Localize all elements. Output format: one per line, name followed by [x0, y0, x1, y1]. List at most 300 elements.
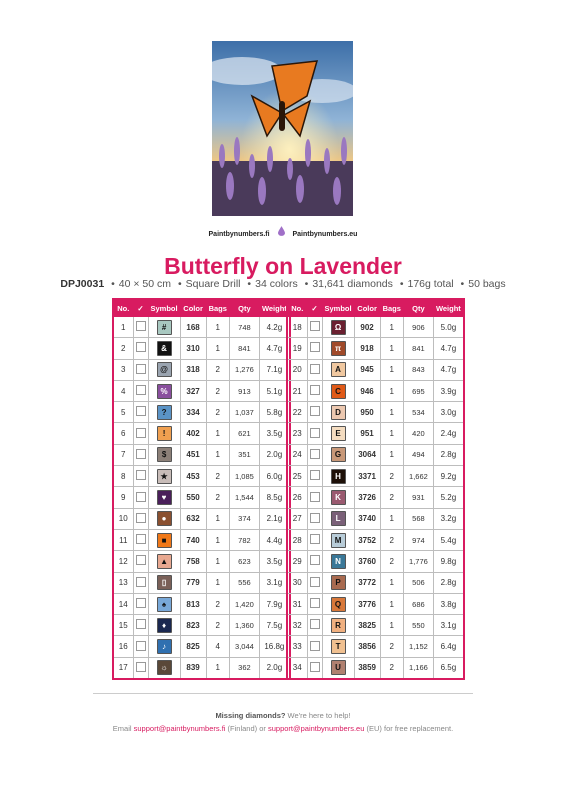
- color-code: 3760: [354, 551, 380, 572]
- page-title: Butterfly on Lavender: [164, 253, 402, 279]
- color-symbol-swatch: D: [331, 405, 346, 420]
- row-number: 4: [113, 380, 133, 401]
- symbol-cell: [148, 423, 180, 444]
- drop-logo-icon: [278, 226, 285, 236]
- weight: 5.0g: [433, 317, 463, 338]
- row-check-cell: [133, 487, 148, 508]
- bag-count: 2: [206, 487, 229, 508]
- table-row: [287, 402, 464, 423]
- row-checkbox[interactable]: [310, 641, 320, 651]
- row-checkbox[interactable]: [136, 662, 146, 672]
- footer-divider: [93, 693, 473, 694]
- weight: 6.0g: [259, 466, 289, 487]
- weight: 2.1g: [259, 508, 289, 529]
- color-symbol-swatch: C: [331, 384, 346, 399]
- row-check-cell: [307, 317, 322, 338]
- weight: 3.5g: [259, 423, 289, 444]
- row-check-cell: [307, 508, 322, 529]
- row-check-cell: [307, 593, 322, 614]
- weight: 3.8g: [433, 593, 463, 614]
- color-code: 825: [180, 636, 206, 657]
- meta-drill: Square Drill: [185, 278, 241, 290]
- color-code: 740: [180, 529, 206, 550]
- color-code: 918: [354, 338, 380, 359]
- weight: 2.8g: [433, 572, 463, 593]
- meta-colors: 34 colors: [255, 278, 298, 290]
- color-legend-table-right: [286, 298, 465, 680]
- legend-body-left: [113, 317, 290, 680]
- row-number: 25: [287, 466, 307, 487]
- row-checkbox[interactable]: [136, 364, 146, 374]
- weight: 3.9g: [433, 380, 463, 401]
- weight: 8.5g: [259, 487, 289, 508]
- footer-text-b: (Finland) or: [225, 724, 268, 733]
- table-row: [287, 657, 464, 679]
- color-code: 3772: [354, 572, 380, 593]
- symbol-cell: [148, 572, 180, 593]
- diamond-qty: 3,044: [229, 636, 259, 657]
- bag-count: 2: [380, 551, 403, 572]
- diamond-qty: 374: [229, 508, 259, 529]
- row-checkbox[interactable]: [310, 577, 320, 587]
- color-symbol-swatch: ♠: [157, 597, 172, 612]
- row-check-cell: [307, 636, 322, 657]
- bag-count: 1: [206, 657, 229, 679]
- diamond-qty: 351: [229, 444, 259, 465]
- col-check-header: ✓: [133, 299, 148, 317]
- color-symbol-swatch: G: [331, 447, 346, 462]
- weight: 6.5g: [433, 657, 463, 679]
- color-code: 813: [180, 593, 206, 614]
- row-check-cell: [307, 380, 322, 401]
- row-number: 29: [287, 551, 307, 572]
- color-code: 453: [180, 466, 206, 487]
- row-checkbox[interactable]: [310, 598, 320, 608]
- weight: 4.7g: [433, 338, 463, 359]
- color-symbol-swatch: ▯: [157, 575, 172, 590]
- row-checkbox[interactable]: [310, 449, 320, 459]
- diamond-qty: 623: [229, 551, 259, 572]
- row-check-cell: [133, 636, 148, 657]
- row-check-cell: [133, 380, 148, 401]
- col-color-header: Color: [354, 299, 380, 317]
- table-row: [287, 615, 464, 636]
- bag-count: 2: [206, 593, 229, 614]
- weight: 9.8g: [433, 551, 463, 572]
- symbol-cell: [322, 359, 354, 380]
- col-qty-header: Qty: [229, 299, 259, 317]
- color-code: 779: [180, 572, 206, 593]
- table-row: [113, 338, 290, 359]
- color-symbol-swatch: ■: [157, 533, 172, 548]
- row-check-cell: [133, 615, 148, 636]
- row-checkbox[interactable]: [310, 555, 320, 565]
- row-check-cell: [307, 466, 322, 487]
- row-number: 32: [287, 615, 307, 636]
- bag-count: 1: [206, 508, 229, 529]
- diamond-qty: 841: [403, 338, 433, 359]
- table-header-row: [113, 299, 290, 317]
- color-symbol-swatch: L: [331, 511, 346, 526]
- email-link-eu[interactable]: support@paintbynumbers.eu: [267, 724, 365, 733]
- row-number: 24: [287, 444, 307, 465]
- meta-weight: 176g total: [407, 278, 454, 290]
- brand-eu: Paintbynumbers.eu: [292, 230, 358, 238]
- table-row: [113, 657, 290, 679]
- diamond-qty: 568: [403, 508, 433, 529]
- color-code: 3856: [354, 636, 380, 657]
- row-checkbox[interactable]: [136, 555, 146, 565]
- weight: 9.2g: [433, 466, 463, 487]
- row-check-cell: [307, 615, 322, 636]
- table-row: [287, 466, 464, 487]
- color-symbol-swatch: π: [331, 341, 346, 356]
- row-number: 3: [113, 359, 133, 380]
- color-symbol-swatch: ▲: [157, 554, 172, 569]
- row-number: 23: [287, 423, 307, 444]
- color-code: 402: [180, 423, 206, 444]
- row-check-cell: [133, 444, 148, 465]
- brand-fi: Paintbynumbers.fi: [208, 230, 270, 238]
- color-code: 839: [180, 657, 206, 679]
- symbol-cell: [148, 359, 180, 380]
- email-link-fi[interactable]: support@paintbynumbers.fi: [133, 724, 226, 733]
- row-number: 21: [287, 380, 307, 401]
- symbol-cell: [322, 636, 354, 657]
- color-symbol-swatch: ★: [157, 469, 172, 484]
- color-code: 168: [180, 317, 206, 338]
- color-code: 632: [180, 508, 206, 529]
- symbol-cell: [148, 615, 180, 636]
- bag-count: 2: [206, 402, 229, 423]
- symbol-cell: [322, 338, 354, 359]
- color-code: 550: [180, 487, 206, 508]
- color-code: 3740: [354, 508, 380, 529]
- color-symbol-swatch: ♦: [157, 618, 172, 633]
- row-checkbox[interactable]: [136, 513, 146, 523]
- row-check-cell: [133, 466, 148, 487]
- diamond-qty: 550: [403, 615, 433, 636]
- row-check-cell: [307, 657, 322, 679]
- row-number: 12: [113, 551, 133, 572]
- table-row: [113, 615, 290, 636]
- bag-count: 1: [380, 338, 403, 359]
- table-row: [113, 423, 290, 444]
- row-number: 31: [287, 593, 307, 614]
- row-checkbox[interactable]: [310, 406, 320, 416]
- bag-count: 1: [380, 508, 403, 529]
- footer-bold: Missing diamonds?: [215, 711, 286, 720]
- row-check-cell: [307, 444, 322, 465]
- table-row: [287, 593, 464, 614]
- symbol-cell: [322, 444, 354, 465]
- symbol-cell: [322, 487, 354, 508]
- row-checkbox[interactable]: [310, 321, 320, 331]
- row-number: 10: [113, 508, 133, 529]
- row-checkbox[interactable]: [310, 364, 320, 374]
- symbol-cell: [322, 466, 354, 487]
- row-checkbox[interactable]: [310, 428, 320, 438]
- weight: 5.8g: [259, 402, 289, 423]
- symbol-cell: [322, 380, 354, 401]
- diamond-qty: 931: [403, 487, 433, 508]
- color-symbol-swatch: ♪: [157, 639, 172, 654]
- footer-help: [0, 711, 566, 720]
- diamond-qty: 1,037: [229, 402, 259, 423]
- color-code: 3064: [354, 444, 380, 465]
- symbol-cell: [322, 657, 354, 679]
- row-number: 13: [113, 572, 133, 593]
- row-checkbox[interactable]: [136, 492, 146, 502]
- meta-diamonds: 31,641 diamonds: [312, 278, 393, 290]
- table-row: [113, 466, 290, 487]
- row-checkbox[interactable]: [310, 385, 320, 395]
- row-check-cell: [307, 572, 322, 593]
- weight: 3.2g: [433, 508, 463, 529]
- row-checkbox[interactable]: [136, 619, 146, 629]
- diamond-qty: 913: [229, 380, 259, 401]
- row-checkbox[interactable]: [310, 619, 320, 629]
- bag-count: 1: [206, 317, 229, 338]
- weight: 7.5g: [259, 615, 289, 636]
- color-symbol-swatch: M: [331, 533, 346, 548]
- table-row: [287, 487, 464, 508]
- row-check-cell: [307, 551, 322, 572]
- footer-rest: We're here to help!: [285, 711, 351, 720]
- bag-count: 2: [206, 466, 229, 487]
- weight: 4.7g: [259, 338, 289, 359]
- bag-count: 1: [206, 423, 229, 444]
- weight: 2.4g: [433, 423, 463, 444]
- diamond-qty: 1,360: [229, 615, 259, 636]
- row-check-cell: [133, 593, 148, 614]
- color-code: 3752: [354, 529, 380, 550]
- row-check-cell: [133, 402, 148, 423]
- weight: 16.8g: [259, 636, 289, 657]
- symbol-cell: [148, 508, 180, 529]
- row-check-cell: [307, 402, 322, 423]
- weight: 2.0g: [259, 657, 289, 679]
- bag-count: 1: [380, 317, 403, 338]
- symbol-cell: [148, 338, 180, 359]
- row-checkbox[interactable]: [310, 342, 320, 352]
- color-symbol-swatch: U: [331, 660, 346, 675]
- row-checkbox[interactable]: [136, 342, 146, 352]
- symbol-cell: [148, 487, 180, 508]
- row-checkbox[interactable]: [136, 598, 146, 608]
- row-checkbox[interactable]: [310, 492, 320, 502]
- table-row: [287, 444, 464, 465]
- color-symbol-swatch: Ω: [331, 320, 346, 335]
- diamond-qty: 1,276: [229, 359, 259, 380]
- row-check-cell: [307, 359, 322, 380]
- table-row: [113, 317, 290, 338]
- color-symbol-swatch: A: [331, 362, 346, 377]
- row-checkbox[interactable]: [136, 406, 146, 416]
- color-code: 310: [180, 338, 206, 359]
- product-code: DPJ0031: [60, 278, 105, 290]
- row-check-cell: [133, 529, 148, 550]
- col-symbol-header: Symbol: [322, 299, 354, 317]
- weight: 7.9g: [259, 593, 289, 614]
- table-row: [287, 529, 464, 550]
- bag-count: 1: [380, 423, 403, 444]
- weight: 3.0g: [433, 402, 463, 423]
- weight: 6.4g: [433, 636, 463, 657]
- color-symbol-swatch: P: [331, 575, 346, 590]
- color-code: 3726: [354, 487, 380, 508]
- row-checkbox[interactable]: [136, 470, 146, 480]
- color-symbol-swatch: ♥: [157, 490, 172, 505]
- col-symbol-header: Symbol: [148, 299, 180, 317]
- symbol-cell: [322, 615, 354, 636]
- row-number: 5: [113, 402, 133, 423]
- symbol-cell: [148, 444, 180, 465]
- table-row: [287, 317, 464, 338]
- artwork-image: [212, 41, 353, 216]
- diamond-qty: 841: [229, 338, 259, 359]
- color-symbol-swatch: #: [157, 320, 172, 335]
- table-row: [287, 380, 464, 401]
- bag-count: 1: [380, 572, 403, 593]
- table-row: [287, 359, 464, 380]
- row-check-cell: [307, 487, 322, 508]
- table-row: [113, 380, 290, 401]
- symbol-cell: [322, 402, 354, 423]
- row-number: 33: [287, 636, 307, 657]
- row-number: 6: [113, 423, 133, 444]
- diamond-qty: 686: [403, 593, 433, 614]
- symbol-cell: [148, 402, 180, 423]
- table-row: [113, 402, 290, 423]
- weight: 2.0g: [259, 444, 289, 465]
- color-code: 3371: [354, 466, 380, 487]
- diamond-qty: 1,776: [403, 551, 433, 572]
- bag-count: 1: [380, 359, 403, 380]
- weight: 4.4g: [259, 529, 289, 550]
- symbol-cell: [322, 551, 354, 572]
- row-number: 26: [287, 487, 307, 508]
- diamond-qty: 1,544: [229, 487, 259, 508]
- color-symbol-swatch: E: [331, 426, 346, 441]
- color-symbol-swatch: @: [157, 362, 172, 377]
- row-number: 9: [113, 487, 133, 508]
- bag-count: 4: [206, 636, 229, 657]
- color-code: 451: [180, 444, 206, 465]
- row-checkbox[interactable]: [310, 534, 320, 544]
- bag-count: 1: [206, 529, 229, 550]
- color-symbol-swatch: ☼: [157, 660, 172, 675]
- row-checkbox[interactable]: [136, 577, 146, 587]
- row-check-cell: [133, 338, 148, 359]
- weight: 3.1g: [259, 572, 289, 593]
- symbol-cell: [322, 593, 354, 614]
- symbol-cell: [148, 636, 180, 657]
- row-number: 18: [287, 317, 307, 338]
- bag-count: 2: [380, 487, 403, 508]
- row-number: 20: [287, 359, 307, 380]
- color-symbol-swatch: %: [157, 384, 172, 399]
- symbol-cell: [322, 508, 354, 529]
- row-number: 17: [113, 657, 133, 679]
- bag-count: 1: [380, 402, 403, 423]
- bag-count: 2: [380, 636, 403, 657]
- symbol-cell: [148, 551, 180, 572]
- color-symbol-swatch: ●: [157, 511, 172, 526]
- symbol-cell: [148, 529, 180, 550]
- weight: 5.2g: [433, 487, 463, 508]
- row-checkbox[interactable]: [310, 662, 320, 672]
- row-checkbox[interactable]: [310, 513, 320, 523]
- row-checkbox[interactable]: [136, 641, 146, 651]
- row-checkbox[interactable]: [310, 470, 320, 480]
- meta-bags: 50 bags: [468, 278, 506, 290]
- row-check-cell: [307, 423, 322, 444]
- row-checkbox[interactable]: [136, 428, 146, 438]
- bag-count: 1: [206, 551, 229, 572]
- color-symbol-swatch: ?: [157, 405, 172, 420]
- row-number: 1: [113, 317, 133, 338]
- weight: 5.4g: [433, 529, 463, 550]
- diamond-qty: 494: [403, 444, 433, 465]
- row-checkbox[interactable]: [136, 449, 146, 459]
- col-bags-header: Bags: [206, 299, 229, 317]
- brand-row: [0, 226, 566, 238]
- row-check-cell: [133, 508, 148, 529]
- color-code: 318: [180, 359, 206, 380]
- meta-line: DPJ0031 • 40 × 50 cm • Square Drill • 34 colors • 31,641 diamonds • 176g total • 50 bags: [60, 278, 506, 290]
- bag-count: 1: [206, 444, 229, 465]
- diamond-qty: 1,166: [403, 657, 433, 679]
- symbol-cell: [148, 380, 180, 401]
- diamond-qty: 1,152: [403, 636, 433, 657]
- row-check-cell: [307, 529, 322, 550]
- table-row: [287, 572, 464, 593]
- table-row: [287, 508, 464, 529]
- weight: 5.1g: [259, 380, 289, 401]
- bag-count: 1: [380, 444, 403, 465]
- weight: 3.5g: [259, 551, 289, 572]
- row-checkbox[interactable]: [136, 321, 146, 331]
- row-number: 8: [113, 466, 133, 487]
- row-checkbox[interactable]: [136, 385, 146, 395]
- row-check-cell: [133, 551, 148, 572]
- weight: 4.7g: [433, 359, 463, 380]
- diamond-qty: 534: [403, 402, 433, 423]
- bag-count: 1: [380, 615, 403, 636]
- row-number: 27: [287, 508, 307, 529]
- row-checkbox[interactable]: [136, 534, 146, 544]
- row-check-cell: [133, 317, 148, 338]
- row-check-cell: [307, 338, 322, 359]
- row-number: 22: [287, 402, 307, 423]
- legend-body-right: [287, 317, 464, 680]
- table-row: [287, 551, 464, 572]
- diamond-qty: 906: [403, 317, 433, 338]
- bag-count: 1: [206, 338, 229, 359]
- row-check-cell: [133, 657, 148, 679]
- row-number: 14: [113, 593, 133, 614]
- table-header-row: [287, 299, 464, 317]
- diamond-qty: 556: [229, 572, 259, 593]
- table-row: [113, 487, 290, 508]
- color-code: 758: [180, 551, 206, 572]
- meta-size: 40 × 50 cm: [118, 278, 172, 290]
- table-row: [287, 338, 464, 359]
- diamond-qty: 695: [403, 380, 433, 401]
- row-number: 15: [113, 615, 133, 636]
- diamond-qty: 1,662: [403, 466, 433, 487]
